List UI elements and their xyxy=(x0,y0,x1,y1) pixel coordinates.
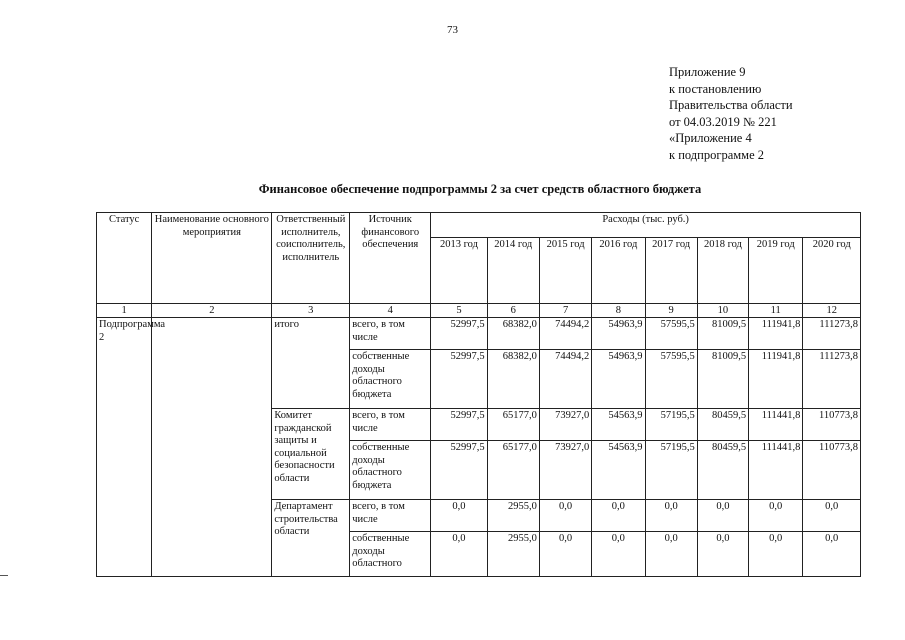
value-cell: 0,0 xyxy=(749,532,803,577)
measure-cell xyxy=(152,318,272,577)
header-year: 2016 год xyxy=(592,238,645,304)
table-row xyxy=(97,318,861,350)
value-cell: 73927,0 xyxy=(539,441,591,500)
value-cell: 52997,5 xyxy=(431,441,487,500)
source-cell: всего, в том числе xyxy=(350,409,431,441)
value-cell: 80459,5 xyxy=(697,409,748,441)
value-cell: 57595,5 xyxy=(645,350,697,409)
column-number: 1 xyxy=(97,304,152,318)
value-cell: 111441,8 xyxy=(749,441,803,500)
source-cell: собственные доходы областного бюджета xyxy=(350,441,431,500)
header-source: Источник финансового обеспечения xyxy=(350,213,431,304)
column-number: 7 xyxy=(539,304,591,318)
value-cell: 68382,0 xyxy=(487,318,539,350)
value-cell: 80459,5 xyxy=(697,441,748,500)
column-number: 12 xyxy=(803,304,861,318)
value-cell: 110773,8 xyxy=(803,441,861,500)
appendix-line: Правительства области xyxy=(669,98,793,112)
appendix-line: Приложение 9 xyxy=(669,65,746,79)
value-cell: 0,0 xyxy=(592,532,645,577)
scan-edge-mark xyxy=(0,575,8,576)
source-cell: собственные доходы областного бюджета xyxy=(350,350,431,409)
value-cell: 54563,9 xyxy=(592,409,645,441)
value-cell: 81009,5 xyxy=(697,318,748,350)
value-cell: 54963,9 xyxy=(592,350,645,409)
value-cell: 81009,5 xyxy=(697,350,748,409)
executor-cell: Комитет гражданской защиты и социальной безопасности области xyxy=(272,409,350,500)
value-cell: 0,0 xyxy=(749,500,803,532)
value-cell: 110773,8 xyxy=(803,409,861,441)
column-number: 4 xyxy=(350,304,431,318)
document-title: Финансовое обеспечение подпрограммы 2 за счет средств областного бюджета xyxy=(258,182,702,196)
header-year: 2015 год xyxy=(539,238,591,304)
column-number: 8 xyxy=(592,304,645,318)
value-cell: 0,0 xyxy=(539,500,591,532)
value-cell: 111941,8 xyxy=(749,318,803,350)
column-number: 9 xyxy=(645,304,697,318)
value-cell: 0,0 xyxy=(645,532,697,577)
source-cell: всего, в том числе xyxy=(350,318,431,350)
appendix-block xyxy=(669,64,793,163)
header-status: Статус xyxy=(97,213,152,304)
header-executor: Ответственный исполнитель, соисполнитель, исполнитель xyxy=(272,213,350,304)
value-cell: 65177,0 xyxy=(487,409,539,441)
column-number: 2 xyxy=(152,304,272,318)
value-cell: 73927,0 xyxy=(539,409,591,441)
value-cell: 0,0 xyxy=(803,532,861,577)
value-cell: 0,0 xyxy=(592,500,645,532)
column-number: 5 xyxy=(431,304,487,318)
value-cell: 0,0 xyxy=(697,500,748,532)
header-year: 2020 год xyxy=(803,238,861,304)
source-cell: всего, в том числе xyxy=(350,500,431,532)
header-year: 2019 год xyxy=(749,238,803,304)
value-cell: 2955,0 xyxy=(487,500,539,532)
column-number: 10 xyxy=(697,304,748,318)
value-cell: 54563,9 xyxy=(592,441,645,500)
column-number: 6 xyxy=(487,304,539,318)
financing-table xyxy=(96,212,861,577)
value-cell: 0,0 xyxy=(697,532,748,577)
header-measure: Наименование основного мероприятия xyxy=(152,213,272,304)
value-cell: 111273,8 xyxy=(803,350,861,409)
appendix-line: от 04.03.2019 № 221 xyxy=(669,114,777,129)
value-cell: 0,0 xyxy=(539,532,591,577)
value-cell: 54963,9 xyxy=(592,318,645,350)
header-year: 2014 год xyxy=(487,238,539,304)
value-cell: 111441,8 xyxy=(749,409,803,441)
header-expenses: Расходы (тыс. руб.) xyxy=(431,213,861,238)
column-numbers-row xyxy=(97,304,861,318)
value-cell: 52997,5 xyxy=(431,409,487,441)
status-cell: Подпрограмма 2 xyxy=(97,318,152,577)
value-cell: 0,0 xyxy=(803,500,861,532)
appendix-line: «Приложение 4 xyxy=(669,131,752,145)
value-cell: 57195,5 xyxy=(645,441,697,500)
header-year: 2013 год xyxy=(431,238,487,304)
column-number: 11 xyxy=(749,304,803,318)
value-cell: 111941,8 xyxy=(749,350,803,409)
executor-cell: Департамент строительства области xyxy=(272,500,350,577)
value-cell: 74494,2 xyxy=(539,318,591,350)
value-cell: 111273,8 xyxy=(803,318,861,350)
appendix-line: к постановлению xyxy=(669,81,762,96)
value-cell: 0,0 xyxy=(645,500,697,532)
value-cell: 74494,2 xyxy=(539,350,591,409)
value-cell: 0,0 xyxy=(431,532,487,577)
header-year: 2017 год xyxy=(645,238,697,304)
header-row xyxy=(97,213,861,238)
value-cell: 68382,0 xyxy=(487,350,539,409)
value-cell: 2955,0 xyxy=(487,532,539,577)
header-year: 2018 год xyxy=(697,238,748,304)
page-number: 73 xyxy=(447,24,458,36)
value-cell: 65177,0 xyxy=(487,441,539,500)
value-cell: 0,0 xyxy=(431,500,487,532)
value-cell: 57595,5 xyxy=(645,318,697,350)
column-number: 3 xyxy=(272,304,350,318)
value-cell: 52997,5 xyxy=(431,318,487,350)
value-cell: 57195,5 xyxy=(645,409,697,441)
source-cell: собственные доходы областного xyxy=(350,532,431,577)
value-cell: 52997,5 xyxy=(431,350,487,409)
appendix-line: к подпрограмме 2 xyxy=(669,147,764,162)
executor-cell: итого xyxy=(272,318,350,409)
